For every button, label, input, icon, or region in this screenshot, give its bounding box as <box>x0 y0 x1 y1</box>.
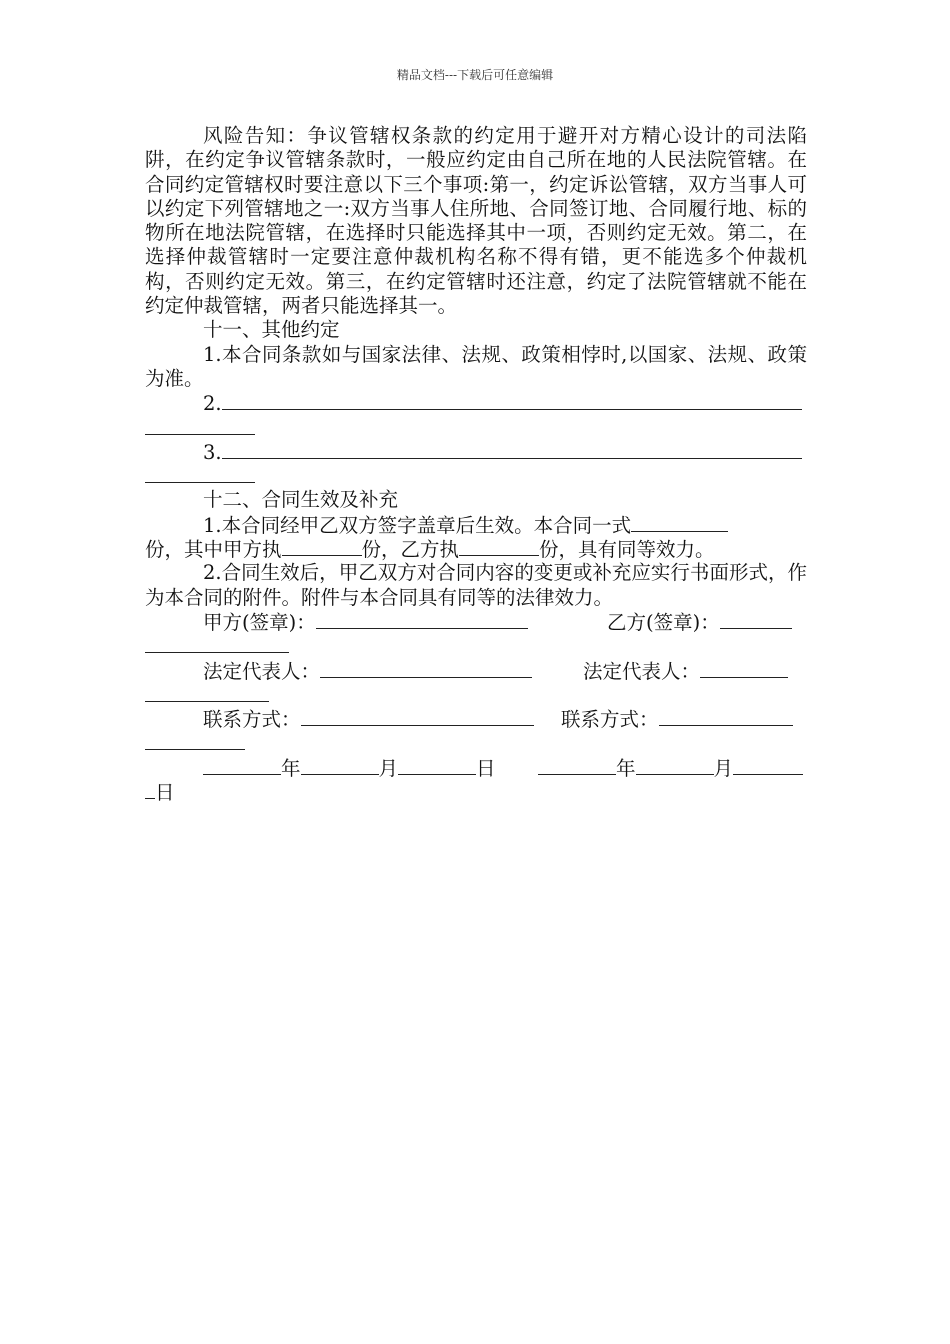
date-b-group <box>538 756 803 781</box>
rep-b-field-cont[interactable] <box>145 683 269 702</box>
party-b-label: 乙方(签章)： <box>607 610 720 634</box>
party-b-signature-cont-row <box>145 634 807 658</box>
party-b-signature-field[interactable] <box>720 610 792 629</box>
party-a-copies-blank[interactable] <box>282 537 362 556</box>
year-a-label: 年 <box>281 756 301 780</box>
rep-b-group <box>583 659 788 684</box>
contact-b-cont-row <box>145 731 807 755</box>
item-3-label: 3. <box>203 440 222 464</box>
contact-a-label: 联系方式： <box>203 708 301 732</box>
day-a-field[interactable] <box>398 756 476 775</box>
representative-row <box>145 659 807 683</box>
item-2-blank-continuation <box>145 416 807 440</box>
item-1-text-a: 1.本合同经甲乙双方签字盖章后生效。本合同一式 <box>203 513 632 537</box>
section-12-title: 十二、合同生效及补充 <box>203 488 399 512</box>
contact-b-field[interactable] <box>659 707 793 726</box>
section-12-item-1-line-1 <box>145 513 807 537</box>
section-11-item-3 <box>145 440 807 464</box>
date-b-day-row <box>145 780 807 804</box>
rep-a-label: 法定代表人： <box>203 659 321 683</box>
party-a-signature-field[interactable] <box>316 610 528 629</box>
party-signature-row <box>145 610 807 634</box>
month-a-label: 月 <box>378 756 399 780</box>
contact-b-field-cont[interactable] <box>145 731 245 750</box>
day-a-label: 日 <box>476 756 496 780</box>
day-b-label: 日 <box>155 781 175 805</box>
page-header: 精品文档---下载后可任意编辑 <box>396 68 554 82</box>
item-3-blank-continuation <box>145 464 807 488</box>
party-b-copies-blank[interactable] <box>459 537 539 556</box>
contact-a-field[interactable] <box>301 707 534 726</box>
item-3-blank[interactable] <box>222 440 802 459</box>
month-b-field[interactable] <box>636 756 714 775</box>
date-row <box>145 756 807 780</box>
year-b-field[interactable] <box>538 756 616 775</box>
year-a-field[interactable] <box>203 756 281 775</box>
item-2-blank-cont[interactable] <box>145 416 255 435</box>
rep-b-field[interactable] <box>700 659 788 678</box>
day-b-field[interactable] <box>733 756 803 775</box>
risk-notice-paragraph: 风险告知：争议管辖权条款的约定用于避开对方精心设计的司法陷阱，在约定争议管辖条款时，一般应约定由自己所在地的人民法院管辖。在合同约定管辖权时要注意以下三个事项:第一，约定诉讼管辖，双方当事人可以约定下列管辖地之一:双方当事人住所地、合同签订地、合同履行地、标的物所在地法院管辖，在选择时只能选择其中一项，否则约定无效。第二，在选择仲裁管辖时一定要注意仲裁机构名称不得有错，更不能选多个仲裁机构，否则约定无效。第三，在约定管辖时还注意，约定了法院管辖就不能在约定仲裁管辖，两者只能选择其一。 <box>145 124 807 318</box>
party-b-group <box>607 610 792 635</box>
party-b-signature-cont[interactable] <box>145 634 289 653</box>
section-12-item-2: 2.合同生效后，甲乙双方对合同内容的变更或补充应实行书面形式，作为本合同的附件。附件与本合同具有同等的法律效力。 <box>145 561 807 609</box>
contact-b-label: 联系方式： <box>561 708 659 732</box>
party-a-label: 甲方(签章)： <box>203 610 316 634</box>
month-b-label: 月 <box>713 756 734 780</box>
item-1-text-b: 份，其中甲方执 <box>145 538 282 562</box>
item-3-blank-cont[interactable] <box>145 464 255 483</box>
year-b-label: 年 <box>616 756 636 780</box>
contact-b-group <box>561 707 793 732</box>
item-2-label: 2. <box>203 392 222 416</box>
day-b-field-cont[interactable] <box>145 780 155 799</box>
item-2-blank[interactable] <box>222 391 802 410</box>
section-12-item-1-line-2 <box>145 537 807 561</box>
copies-total-blank[interactable] <box>631 513 728 532</box>
item-1-text-d: 份，具有同等效力。 <box>539 538 715 562</box>
section-11-item-1: 1.本合同条款如与国家法律、法规、政策相悖时,以国家、法规、政策为准。 <box>145 342 807 390</box>
month-a-field[interactable] <box>301 756 379 775</box>
item-1-text-c: 份，乙方执 <box>361 538 460 562</box>
rep-b-label: 法定代表人： <box>583 659 701 683</box>
section-11-item-2 <box>145 391 807 415</box>
contact-row <box>145 707 807 731</box>
rep-b-cont-row <box>145 683 807 707</box>
document-body <box>145 124 807 804</box>
rep-a-field[interactable] <box>320 659 532 678</box>
section-11-title: 十一、其他约定 <box>203 318 340 342</box>
